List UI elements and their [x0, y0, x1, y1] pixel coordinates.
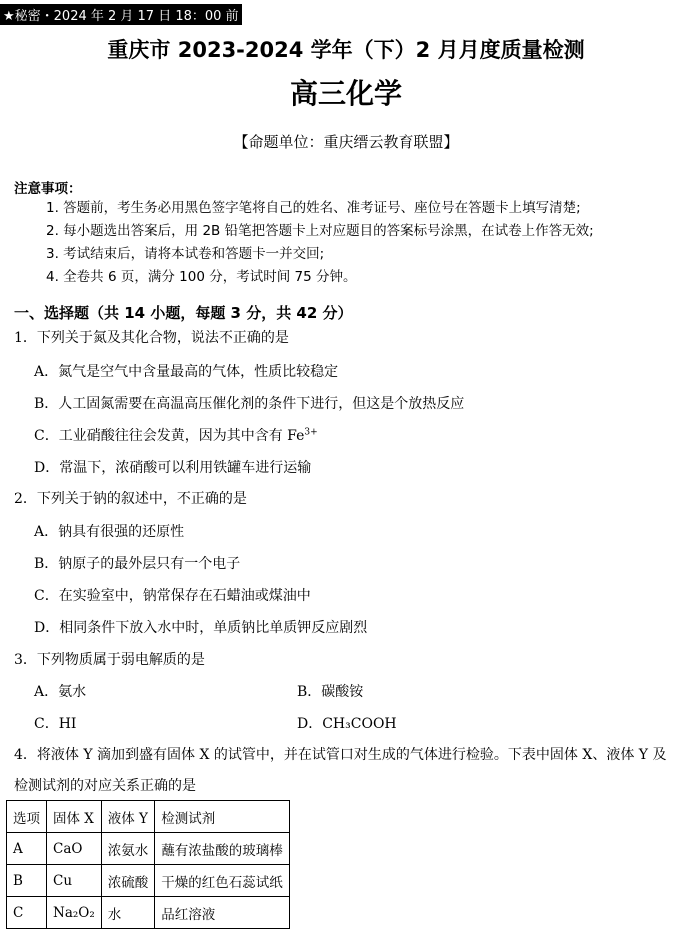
table-header-cell: 固体 X	[47, 801, 102, 833]
table-header-cell: 检测试剂	[155, 801, 290, 833]
table-header-row	[7, 801, 290, 833]
notice-heading: 注意事项：	[14, 181, 82, 197]
exam-title: 重庆市 2023-2024 学年（下）2 月月度质量检测	[107, 38, 585, 62]
q3-option-a: A．氨水	[34, 684, 87, 700]
notice-item: 2. 每小题选出答案后，用 2B 铅笔把答题卡上对应题目的答案标号涂黑，在试卷上作答无效;	[46, 223, 594, 239]
q1-option-b: B．人工固氮需要在高温高压催化剂的条件下进行，但这是个放热反应	[34, 396, 465, 412]
question-4-stem-2: 检测试剂的对应关系正确的是	[14, 778, 196, 794]
q2-option-d: D．相同条件下放入水中时，单质钠比单质钾反应剧烈	[34, 620, 368, 636]
q1-option-a: A．氮气是空气中含量最高的气体，性质比较稳定	[34, 364, 339, 380]
q1-option-c-sup: 3+	[304, 427, 318, 438]
question-3-stem: 3．下列物质属于弱电解质的是	[14, 652, 205, 668]
notice-item: 1. 答题前，考生务必用黑色签字笔将自己的姓名、准考证号、座位号在答题卡上填写清楚;	[46, 200, 581, 216]
notice-item: 4. 全卷共 6 页，满分 100 分，考试时间 75 分钟。	[46, 269, 357, 285]
q2-option-a: A．钠具有很强的还原性	[34, 524, 185, 540]
table-cell: CaO	[47, 833, 102, 865]
table-cell: 干燥的红色石蕊试纸	[155, 865, 290, 897]
table-cell: Cu	[47, 865, 102, 897]
q3-option-c: C．HI	[34, 716, 77, 732]
table-row	[7, 897, 290, 929]
section-heading: 一、选择题（共 14 小题，每题 3 分，共 42 分）	[14, 304, 353, 322]
q3-option-b: B．碳酸铵	[297, 684, 364, 700]
table-cell: 浓氨水	[101, 833, 155, 865]
q1-option-c	[34, 425, 318, 445]
q1-option-d: D．常温下，浓硝酸可以利用铁罐车进行运输	[34, 460, 312, 476]
question-1-stem: 1．下列关于氮及其化合物，说法不正确的是	[14, 330, 289, 346]
q2-option-b: B．钠原子的最外层只有一个电子	[34, 556, 241, 572]
question-2-stem: 2．下列关于钠的叙述中，不正确的是	[14, 491, 247, 507]
organizer: 【命题单位：重庆缙云教育联盟】	[233, 133, 459, 151]
table-row	[7, 865, 290, 897]
q3-option-d: D．CH₃COOH	[297, 716, 397, 732]
table-cell: Na₂O₂	[47, 897, 102, 929]
answer-table	[6, 800, 290, 929]
table-cell: 浓硫酸	[101, 865, 155, 897]
table-row	[7, 833, 290, 865]
table-header-cell: 选项	[7, 801, 47, 833]
table-cell: C	[7, 897, 47, 929]
subject-title: 高三化学	[289, 77, 402, 110]
notice-item: 3. 考试结束后，请将本试卷和答题卡一并交回;	[46, 246, 325, 262]
table-cell: 品红溶液	[155, 897, 290, 929]
table-cell: 蘸有浓盐酸的玻璃棒	[155, 833, 290, 865]
q2-option-c: C．在实验室中，钠常保存在石蜡油或煤油中	[34, 588, 311, 604]
table-header-cell: 液体 Y	[101, 801, 155, 833]
secret-label: ★秘密・2024 年 2 月 17 日 18：00 前	[0, 4, 242, 25]
question-4-stem: 4．将液体 Y 滴加到盛有固体 X 的试管中，并在试管口对生成的气体进行检验。下表中固体 X、液体 Y 及	[14, 747, 667, 763]
q1-option-c-text: C．工业硝酸往往会发黄，因为其中含有 Fe	[34, 428, 305, 444]
table-cell: B	[7, 865, 47, 897]
table-cell: A	[7, 833, 47, 865]
table-cell: 水	[101, 897, 155, 929]
